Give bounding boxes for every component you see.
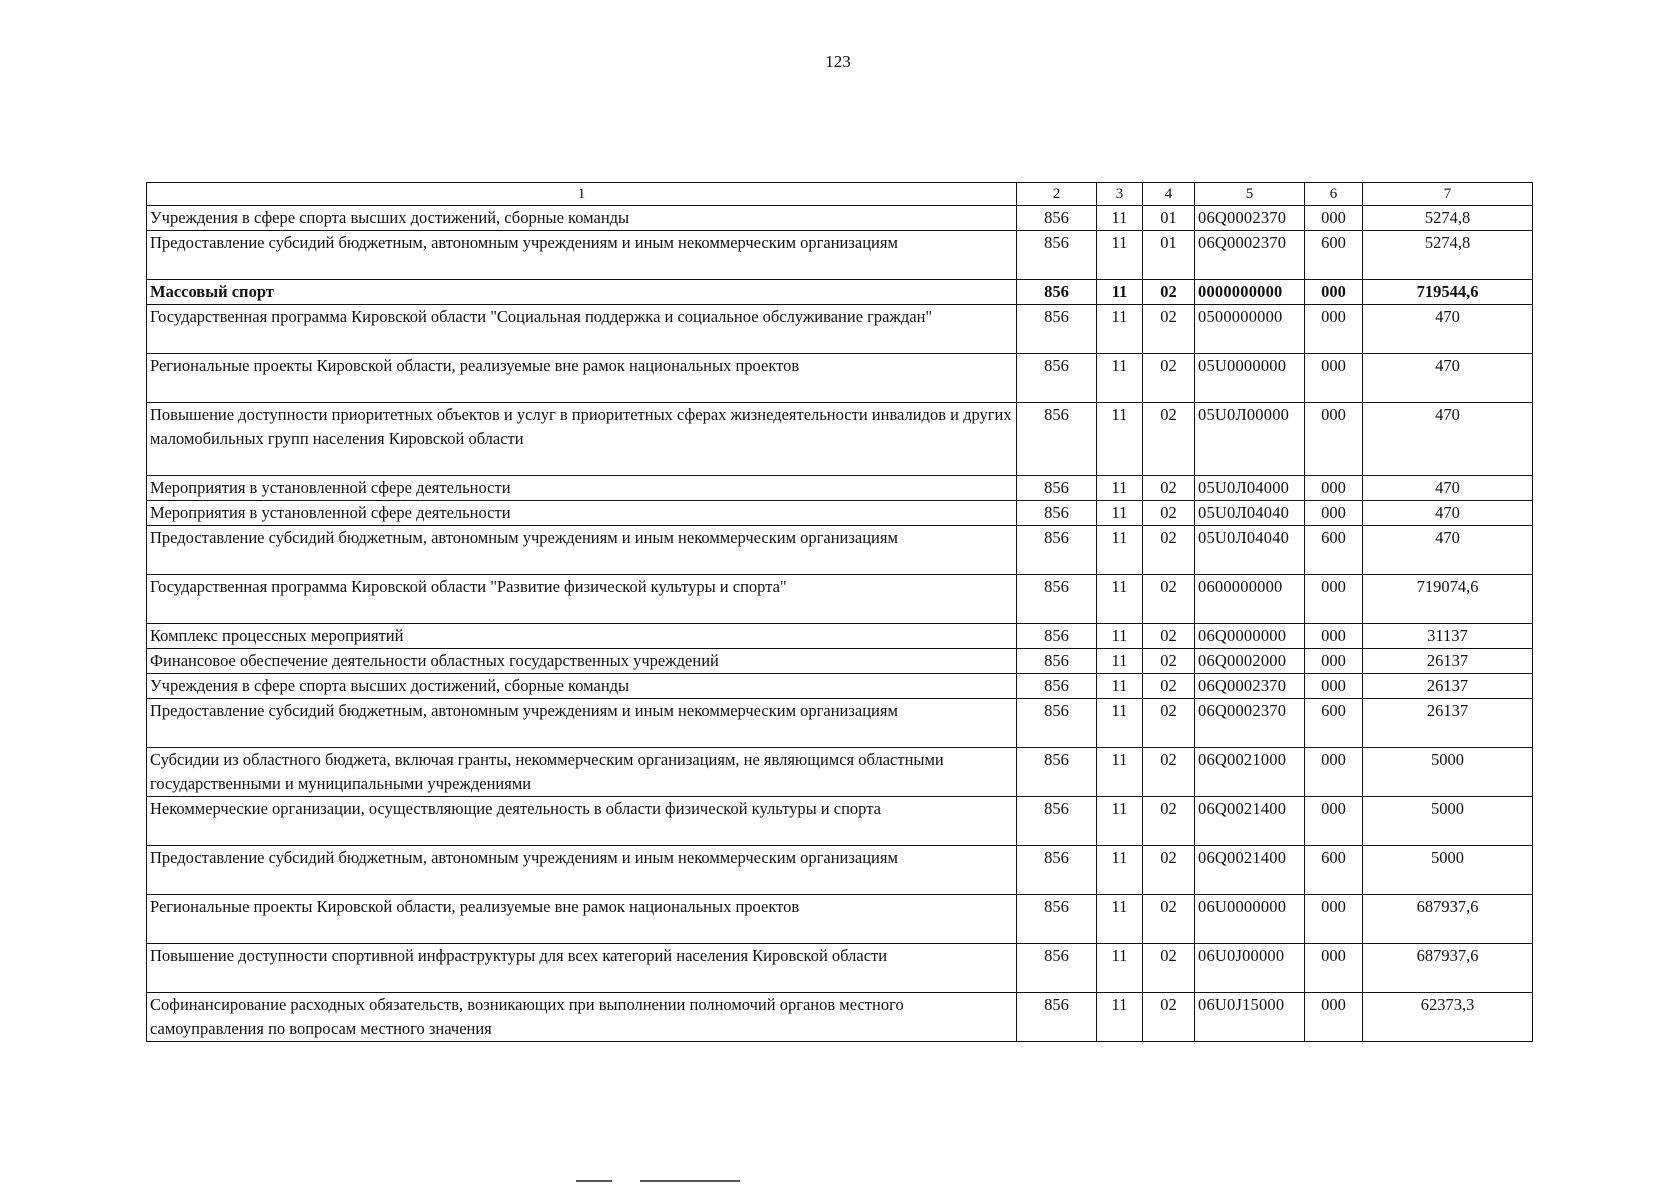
table-row [147,280,1533,305]
ministry-code: 856 [1017,748,1097,797]
amount: 26137 [1363,674,1533,699]
subsection-code: 02 [1143,748,1195,797]
amount: 719544,6 [1363,280,1533,305]
target-article-code: 06Q0021400 [1195,797,1305,846]
amount: 470 [1363,403,1533,476]
target-article-code: 06Q0002370 [1195,699,1305,748]
table-header-row [147,183,1533,206]
expense-type-code: 600 [1305,526,1363,575]
subsection-code: 02 [1143,649,1195,674]
ministry-code: 856 [1017,797,1097,846]
row-description: Комплекс процессных мероприятий [147,624,1017,649]
row-description: Региональные проекты Кировской области, реализуемые вне рамок национальных проектов [147,895,1017,944]
section-code: 11 [1097,674,1143,699]
subsection-code: 01 [1143,231,1195,280]
section-code: 11 [1097,944,1143,993]
table-row [147,575,1533,624]
amount: 470 [1363,305,1533,354]
row-description: Субсидии из областного бюджета, включая гранты, некоммерческим организациям, не являющимся областными государственными и муниципальными учреждениями [147,748,1017,797]
expense-type-code: 000 [1305,206,1363,231]
subsection-code: 02 [1143,699,1195,748]
amount: 31137 [1363,624,1533,649]
target-article-code: 06Q0021400 [1195,846,1305,895]
header-cell: 2 [1017,183,1097,206]
row-description: Учреждения в сфере спорта высших достижений, сборные команды [147,206,1017,231]
table-row [147,206,1533,231]
expense-type-code: 600 [1305,699,1363,748]
expense-type-code: 000 [1305,649,1363,674]
target-article-code: 05U0Л00000 [1195,403,1305,476]
header-cell: 6 [1305,183,1363,206]
subsection-code: 02 [1143,354,1195,403]
expense-type-code: 000 [1305,305,1363,354]
ministry-code: 856 [1017,206,1097,231]
expense-type-code: 000 [1305,674,1363,699]
ministry-code: 856 [1017,305,1097,354]
expense-type-code: 000 [1305,895,1363,944]
expense-type-code: 000 [1305,403,1363,476]
table-row [147,674,1533,699]
subsection-code: 02 [1143,305,1195,354]
subsection-code: 02 [1143,895,1195,944]
table-row [147,895,1533,944]
row-description: Мероприятия в установленной сфере деятельности [147,476,1017,501]
expense-type-code: 600 [1305,231,1363,280]
expense-type-code: 000 [1305,476,1363,501]
amount: 719074,6 [1363,575,1533,624]
row-description: Предоставление субсидий бюджетным, автономным учреждениям и иным некоммерческим организациям [147,699,1017,748]
table-row [147,748,1533,797]
row-description: Государственная программа Кировской области "Социальная поддержка и социальное обслуживание граждан" [147,305,1017,354]
row-description: Повышение доступности спортивной инфраструктуры для всех категорий населения Кировской области [147,944,1017,993]
ministry-code: 856 [1017,944,1097,993]
table-row [147,526,1533,575]
row-description: Предоставление субсидий бюджетным, автономным учреждениям и иным некоммерческим организациям [147,526,1017,575]
section-code: 11 [1097,649,1143,674]
target-article-code: 0500000000 [1195,305,1305,354]
amount: 5274,8 [1363,206,1533,231]
row-description: Региональные проекты Кировской области, реализуемые вне рамок национальных проектов [147,354,1017,403]
table-row [147,501,1533,526]
target-article-code: 06Q0002370 [1195,206,1305,231]
subsection-code: 02 [1143,280,1195,305]
subsection-code: 01 [1143,206,1195,231]
target-article-code: 06U0J00000 [1195,944,1305,993]
expense-type-code: 000 [1305,354,1363,403]
expense-type-code: 000 [1305,280,1363,305]
section-code: 11 [1097,280,1143,305]
row-description: Мероприятия в установленной сфере деятельности [147,501,1017,526]
ministry-code: 856 [1017,526,1097,575]
amount: 687937,6 [1363,895,1533,944]
row-description: Учреждения в сфере спорта высших достижений, сборные команды [147,674,1017,699]
row-description: Государственная программа Кировской области "Развитие физической культуры и спорта" [147,575,1017,624]
expense-type-code: 000 [1305,748,1363,797]
subsection-code: 02 [1143,526,1195,575]
ministry-code: 856 [1017,649,1097,674]
section-code: 11 [1097,846,1143,895]
amount: 5000 [1363,748,1533,797]
ministry-code: 856 [1017,354,1097,403]
target-article-code: 0600000000 [1195,575,1305,624]
table-row [147,403,1533,476]
section-code: 11 [1097,476,1143,501]
target-article-code: 06Q0002370 [1195,674,1305,699]
table-row [147,944,1533,993]
ministry-code: 856 [1017,846,1097,895]
section-code: 11 [1097,748,1143,797]
header-cell: 3 [1097,183,1143,206]
section-code: 11 [1097,797,1143,846]
row-description: Массовый спорт [147,280,1017,305]
page-number: 123 [825,52,851,71]
ministry-code: 856 [1017,403,1097,476]
row-description: Софинансирование расходных обязательств, возникающих при выполнении полномочий органов местного самоуправления по вопросам местного значения [147,993,1017,1042]
table-row [147,649,1533,674]
section-code: 11 [1097,526,1143,575]
amount: 470 [1363,526,1533,575]
amount: 5000 [1363,846,1533,895]
header-cell: 1 [147,183,1017,206]
section-code: 11 [1097,624,1143,649]
subsection-code: 02 [1143,674,1195,699]
target-article-code: 06Q0002370 [1195,231,1305,280]
ministry-code: 856 [1017,231,1097,280]
section-code: 11 [1097,231,1143,280]
expense-type-code: 000 [1305,575,1363,624]
section-code: 11 [1097,305,1143,354]
section-code: 11 [1097,895,1143,944]
target-article-code: 05U0Л04000 [1195,476,1305,501]
amount: 687937,6 [1363,944,1533,993]
budget-table [146,182,1533,1042]
target-article-code: 0000000000 [1195,280,1305,305]
amount: 26137 [1363,699,1533,748]
target-article-code: 05U0Л04040 [1195,501,1305,526]
row-description: Предоставление субсидий бюджетным, автономным учреждениям и иным некоммерческим организациям [147,846,1017,895]
expense-type-code: 600 [1305,846,1363,895]
ministry-code: 856 [1017,575,1097,624]
target-article-code: 06U0J15000 [1195,993,1305,1042]
subsection-code: 02 [1143,501,1195,526]
target-article-code: 06U0000000 [1195,895,1305,944]
table-row [147,624,1533,649]
ministry-code: 856 [1017,501,1097,526]
subsection-code: 02 [1143,403,1195,476]
section-code: 11 [1097,206,1143,231]
section-code: 11 [1097,501,1143,526]
subsection-code: 02 [1143,624,1195,649]
row-description: Предоставление субсидий бюджетным, автономным учреждениям и иным некоммерческим организациям [147,231,1017,280]
table-row [147,699,1533,748]
ministry-code: 856 [1017,624,1097,649]
table-row [147,797,1533,846]
ministry-code: 856 [1017,280,1097,305]
expense-type-code: 000 [1305,944,1363,993]
expense-type-code: 000 [1305,624,1363,649]
amount: 470 [1363,476,1533,501]
table-row [147,354,1533,403]
target-article-code: 06Q0000000 [1195,624,1305,649]
subsection-code: 02 [1143,797,1195,846]
amount: 62373,3 [1363,993,1533,1042]
subsection-code: 02 [1143,846,1195,895]
subsection-code: 02 [1143,944,1195,993]
amount: 5000 [1363,797,1533,846]
header-cell: 4 [1143,183,1195,206]
footer-rule [576,1180,612,1182]
row-description: Повышение доступности приоритетных объектов и услуг в приоритетных сферах жизнедеятельности инвалидов и других маломобильных групп населения Кировской области [147,403,1017,476]
expense-type-code: 000 [1305,797,1363,846]
section-code: 11 [1097,993,1143,1042]
table-row [147,993,1533,1042]
row-description: Некоммерческие организации, осуществляющие деятельность в области физической культуры и спорта [147,797,1017,846]
target-article-code: 05U0Л04040 [1195,526,1305,575]
target-article-code: 06Q0002000 [1195,649,1305,674]
header-cell: 5 [1195,183,1305,206]
table-row [147,846,1533,895]
header-cell: 7 [1363,183,1533,206]
target-article-code: 06Q0021000 [1195,748,1305,797]
target-article-code: 05U0000000 [1195,354,1305,403]
amount: 26137 [1363,649,1533,674]
section-code: 11 [1097,575,1143,624]
expense-type-code: 000 [1305,993,1363,1042]
ministry-code: 856 [1017,674,1097,699]
subsection-code: 02 [1143,575,1195,624]
section-code: 11 [1097,403,1143,476]
ministry-code: 856 [1017,895,1097,944]
amount: 5274,8 [1363,231,1533,280]
table-row [147,305,1533,354]
table-body [147,206,1533,1042]
ministry-code: 856 [1017,699,1097,748]
section-code: 11 [1097,354,1143,403]
table-row [147,476,1533,501]
subsection-code: 02 [1143,476,1195,501]
ministry-code: 856 [1017,993,1097,1042]
expense-type-code: 000 [1305,501,1363,526]
table-row [147,231,1533,280]
row-description: Финансовое обеспечение деятельности областных государственных учреждений [147,649,1017,674]
section-code: 11 [1097,699,1143,748]
amount: 470 [1363,354,1533,403]
subsection-code: 02 [1143,993,1195,1042]
footer-rule [640,1180,740,1182]
ministry-code: 856 [1017,476,1097,501]
amount: 470 [1363,501,1533,526]
